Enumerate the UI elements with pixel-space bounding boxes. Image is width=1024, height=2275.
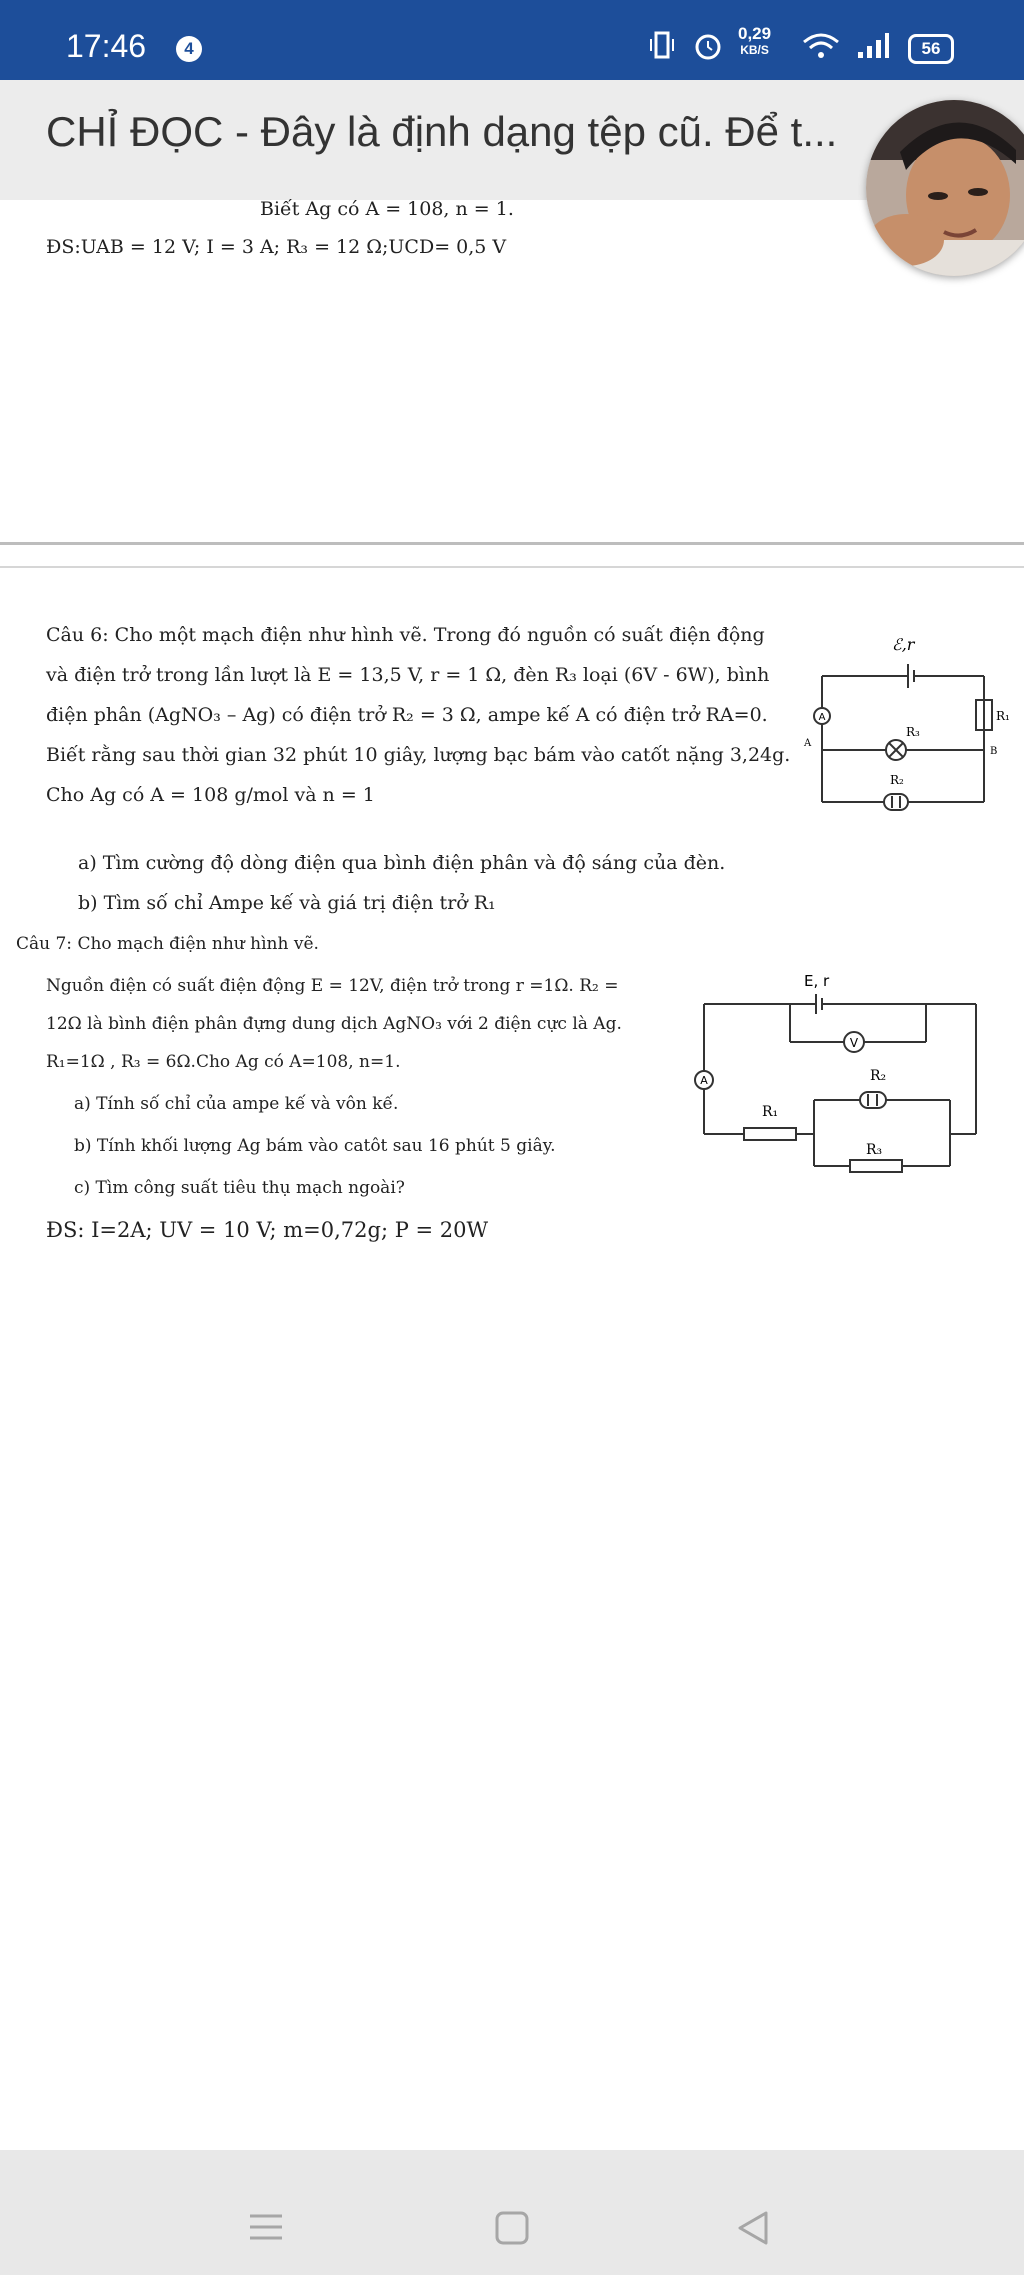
read-only-banner-title[interactable]: CHỈ ĐỌC - Đây là định dạng tệp cũ. Để t... xyxy=(46,108,838,155)
alarm-icon xyxy=(692,30,724,62)
source-label: ℰ,r xyxy=(892,635,915,654)
ammeter-label: A xyxy=(700,1074,708,1087)
menu-icon[interactable] xyxy=(246,2210,286,2244)
home-icon[interactable] xyxy=(494,2210,530,2246)
status-time: 17:46 xyxy=(66,28,147,64)
problem7-line3: R₁=1Ω , R₃ = 6Ω.Cho Ag có A=108, n=1. xyxy=(46,1052,401,1072)
problem7-circuit-diagram xyxy=(680,960,1000,1190)
problem7-question-c: c) Tìm công suất tiêu thụ mạch ngoài? xyxy=(74,1178,405,1198)
r3-label: R₃ xyxy=(866,1142,883,1158)
problem7-question-b: b) Tính khối lượng Ag bám vào catôt sau 16 phút 5 giây. xyxy=(74,1136,556,1156)
network-speed-unit: KB/S xyxy=(740,43,769,57)
problem6-question-b: b) Tìm số chỉ Ampe kế và giá trị điện trở R₁ xyxy=(78,892,496,914)
source-label: E, r xyxy=(804,972,830,990)
avatar[interactable] xyxy=(866,100,1024,276)
r2-label: R₂ xyxy=(870,1068,887,1084)
problem6-line1: Câu 6: Cho một mạch điện như hình vẽ. Trong đó nguồn có suất điện động xyxy=(46,624,765,646)
problem6-line3: điện phân (AgNO₃ – Ag) có điện trở R₂ = 3 Ω, ampe kế A có điện trở RA=0. xyxy=(46,704,768,726)
problem6-line2: và điện trở trong lần lượt là E = 13,5 V, r = 1 Ω, đèn R₃ loại (6V - 6W), bình xyxy=(46,664,770,686)
problem7-answer: ĐS: I=2A; UV = 10 V; m=0,72g; P = 20W xyxy=(46,1218,489,1242)
problem7-line2: 12Ω là bình điện phân đựng dung dịch AgNO₃ với 2 điện cực là Ag. xyxy=(46,1014,622,1034)
problem6-circuit-diagram xyxy=(770,620,1024,830)
network-speed-value: 0,29 xyxy=(738,24,772,43)
status-bar xyxy=(0,0,1024,80)
system-nav-bar xyxy=(0,2150,1024,2275)
battery-indicator: 56 xyxy=(908,34,954,64)
signal-icon xyxy=(856,30,892,60)
wifi-icon xyxy=(800,30,842,62)
r1-label: R₁ xyxy=(762,1104,779,1120)
network-speed xyxy=(738,26,771,58)
back-icon[interactable] xyxy=(736,2210,770,2246)
ammeter-label: A xyxy=(818,712,826,723)
avatar-photo xyxy=(866,100,1024,276)
page-divider-shadow xyxy=(0,566,1024,568)
problem7-title: Câu 7: Cho mạch điện như hình vẽ. xyxy=(16,934,319,954)
r1-label: R₁ xyxy=(996,709,1010,723)
problem7-line1: Nguồn điện có suất điện động E = 12V, điện trở trong r =1Ω. R₂ = xyxy=(46,976,619,996)
vibrate-icon xyxy=(648,30,676,60)
problem6-line5: Cho Ag có A = 108 g/mol và n = 1 xyxy=(46,784,375,806)
problem7-question-a: a) Tính số chỉ của ampe kế và vôn kế. xyxy=(74,1094,399,1114)
node-a-label: A xyxy=(804,738,812,749)
problem6-question-a: a) Tìm cường độ dòng điện qua bình điện phân và độ sáng của đèn. xyxy=(78,852,726,874)
voltmeter-label: V xyxy=(849,1036,859,1050)
node-b-label: B xyxy=(990,746,998,757)
prev-answer: ĐS:UAB = 12 V; I = 3 A; R₃ = 12 Ω;UCD= 0,5 V xyxy=(46,236,507,258)
notification-count-badge: 4 xyxy=(176,36,202,62)
page-divider xyxy=(0,542,1024,545)
given-ag-text: Biết Ag có A = 108, n = 1. xyxy=(260,198,514,220)
r2-label: R₂ xyxy=(890,773,904,787)
r3-label: R₃ xyxy=(906,725,920,739)
problem6-line4: Biết rằng sau thời gian 32 phút 10 giây, lượng bạc bám vào catốt nặng 3,24g. xyxy=(46,744,791,766)
